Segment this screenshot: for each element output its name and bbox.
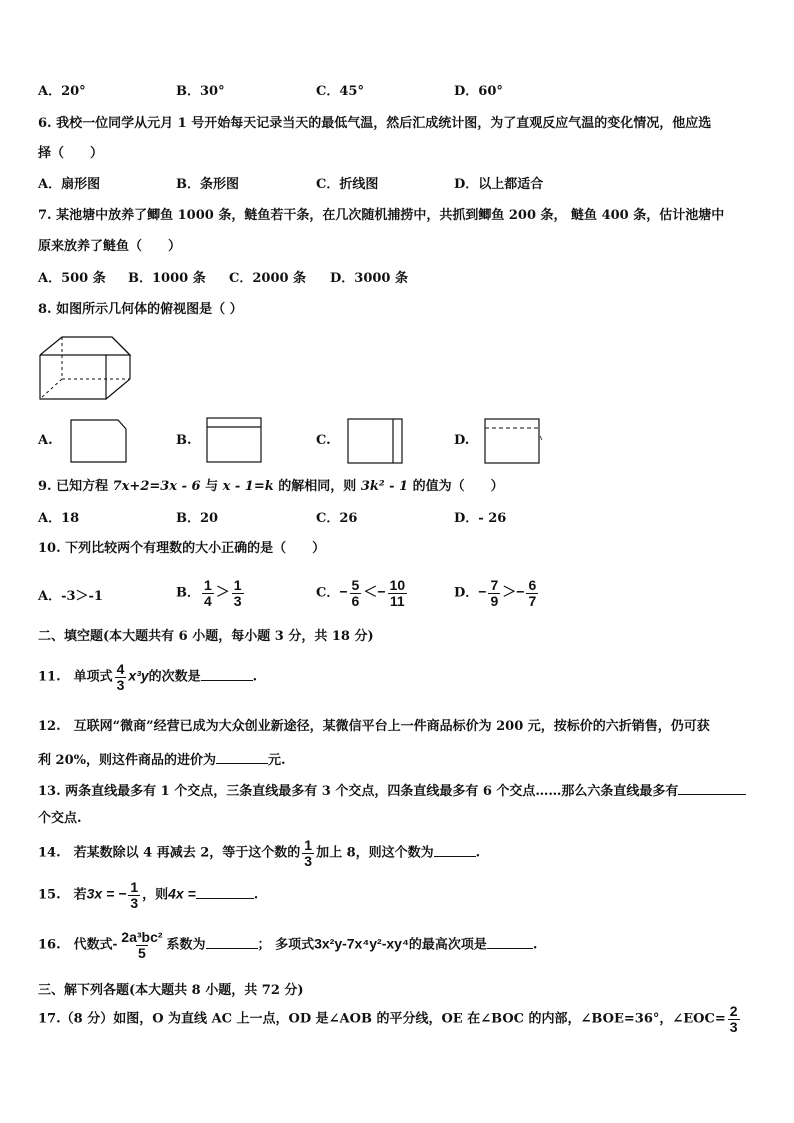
q10-option-a: A．-3＞-1 xyxy=(38,589,103,604)
q8-option-b-label: B. xyxy=(176,433,192,448)
q6-stem-line2: 择（ ） xyxy=(38,146,104,161)
q7-option-b: B．1000 条 xyxy=(128,271,206,286)
answer-blank[interactable] xyxy=(196,886,254,899)
fraction: $\frac{1}{3}$ xyxy=(233,577,242,609)
q7-stem-line2: 原来放养了鲢鱼（ ） xyxy=(38,239,182,254)
section-3-heading: 三、解下列各题(本大题共 8 小题，共 72 分) xyxy=(38,983,304,998)
fraction: $\frac{1}{3}$ xyxy=(304,837,313,869)
q8-option-a-label: A. xyxy=(38,433,53,448)
q8-solid-figure xyxy=(38,335,134,401)
q8-option-a-shape xyxy=(70,419,128,463)
q6-option-d: D．以上都适合 xyxy=(454,177,544,192)
q5-option-c: C．45° xyxy=(316,84,364,99)
fraction: $\frac{1}{4}$ xyxy=(204,577,212,609)
q5-option-a: A．20° xyxy=(38,84,86,99)
answer-blank[interactable] xyxy=(487,936,533,949)
q17-stem: 17.（8 分）如图，O 为直线 AC 上一点，OD 是∠AOB 的平分线，OE 在∠BOC 的内部，∠BOE=36°，∠EOC= $\frac{2}{3}$ xyxy=(38,1003,738,1035)
section-2-heading: 二、填空题(本大题共有 6 小题，每小题 3 分，共 18 分) xyxy=(38,629,374,644)
q16-stem: 16. 代数式- $\frac{\text{2a³bc²}}{5}$ 系数为 ； 多项式3x²y-7x⁴y²-xy⁴的最高次项是 . xyxy=(38,929,538,961)
q7-option-c: C．2000 条 xyxy=(229,271,307,286)
q14-stem: 14. 若某数除以 4 再减去 2，等于这个数的 $\frac{1}{3}$ 加上 8，则这个数为 . xyxy=(38,837,481,869)
q7-stem-line1: 7. 某池塘中放养了鲫鱼 1000 条，鲢鱼若干条，在几次随机捕捞中，共抓到鲫鱼 200 条， 鲢鱼 400 条，估计池塘中 xyxy=(38,208,725,223)
q13-stem-line1: 13. 两条直线最多有 1 个交点，三条直线最多有 3 个交点，四条直线最多有 6 个交点……那么六条直线最多有 xyxy=(38,782,746,798)
q8-option-c-label: C. xyxy=(316,433,331,448)
q6-stem-line1: 6. 我校一位同学从元月 1 号开始每天记录当天的最低气温，然后汇成统计图，为了直观反应气温的变化情况，他应选 xyxy=(38,116,712,131)
q10-option-c: C．− $\frac{5}{6}$ ＜− $\frac{10}{11}$ xyxy=(316,577,406,609)
q9-equation-1: 7x+2=3x - 6 xyxy=(112,479,201,494)
fraction: $\frac{6}{7}$ xyxy=(528,577,537,609)
q11-stem: 11. 单项式 $\frac{4}{3}$ x³y的次数是 . xyxy=(38,661,258,693)
q8-option-d-label: D. xyxy=(454,433,470,448)
q5-option-d: D．60° xyxy=(454,84,503,99)
q7-option-d: D．3000 条 xyxy=(330,271,408,286)
q8-option-b-shape xyxy=(206,417,262,463)
q9-equation-2: x - 1=k xyxy=(222,479,274,494)
fraction: $\frac{5}{6}$ xyxy=(351,577,360,609)
q9-stem: 9. 已知方程 7x+2=3x - 6 与 x - 1=k 的解相同，则 3k² - 1 的值为（ ） xyxy=(38,479,504,494)
fraction: $\frac{\text{2a³bc²}}{5}$ xyxy=(121,929,163,961)
q6-option-a: A．扇形图 xyxy=(38,177,101,192)
fraction: $\frac{2}{3}$ xyxy=(729,1003,738,1035)
answer-blank[interactable] xyxy=(216,751,268,764)
q10-option-b: B． $\frac{1}{4}$ ＞ $\frac{1}{3}$ xyxy=(176,577,242,609)
fraction: $\frac{7}{9}$ xyxy=(490,577,499,609)
q15-stem: 15. 若3x = − $\frac{1}{3}$ ，则4x = . xyxy=(38,879,259,911)
fraction: $\frac{10}{11}$ xyxy=(389,577,406,609)
fraction: $\frac{1}{3}$ xyxy=(130,879,139,911)
q12-stem-line2: 利 20%，则这件商品的进价为 元. xyxy=(38,753,286,768)
q10-option-d: D．− $\frac{7}{9}$ ＞− $\frac{6}{7}$ xyxy=(454,577,537,609)
q8-option-d-shape xyxy=(484,418,544,464)
fraction: $\frac{4}{3}$ xyxy=(116,661,125,693)
q9-option-a: A．18 xyxy=(38,511,80,526)
q10-stem: 10. 下列比较两个有理数的大小正确的是（ ） xyxy=(38,541,326,556)
q9-option-d: D．- 26 xyxy=(454,511,507,526)
q13-stem-line2: 个交点. xyxy=(38,811,82,826)
answer-blank[interactable] xyxy=(201,668,253,681)
q9-option-c: C．26 xyxy=(316,511,358,526)
q6-option-c: C．折线图 xyxy=(316,177,379,192)
answer-blank[interactable] xyxy=(206,936,258,949)
q7-option-a: A．500 条 xyxy=(38,271,106,286)
answer-blank[interactable] xyxy=(434,844,476,857)
q9-expression: 3k² - 1 xyxy=(360,479,409,494)
q5-option-b: B．30° xyxy=(176,84,225,99)
q8-stem: 8. 如图所示几何体的俯视图是（ ） xyxy=(38,302,243,317)
q6-option-b: B．条形图 xyxy=(176,177,239,192)
q12-stem-line1: 12. 互联网“微商”经营已成为大众创业新途径，某微信平台上一件商品标价为 200 元，按标价的六折销售，仍可获 xyxy=(38,719,710,734)
answer-blank[interactable] xyxy=(678,782,746,795)
q8-option-c-shape xyxy=(347,418,403,464)
q9-option-b: B．20 xyxy=(176,511,219,526)
